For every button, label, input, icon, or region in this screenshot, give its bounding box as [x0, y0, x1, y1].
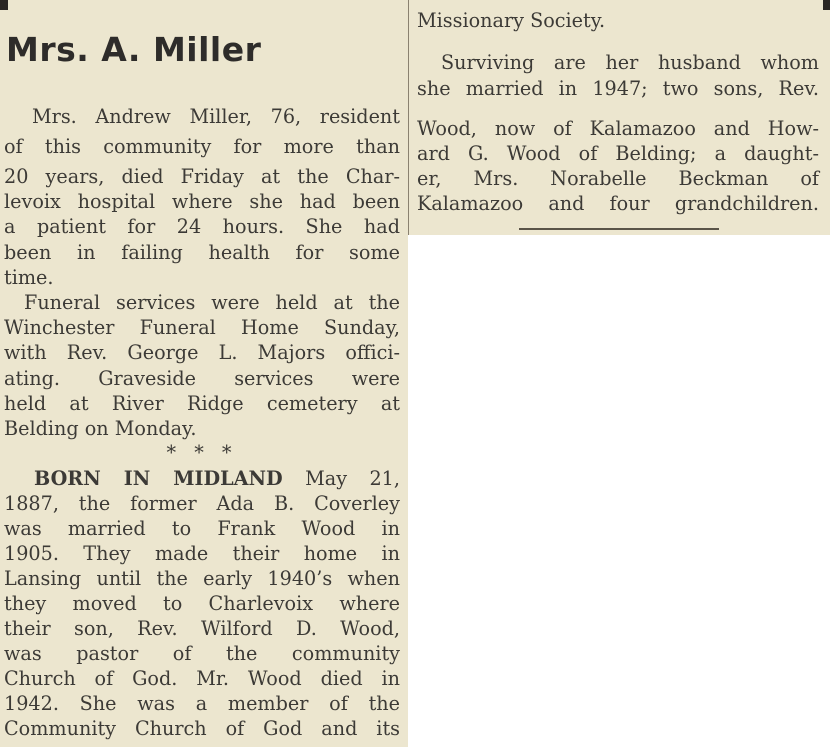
text-line: levoix hospital where she had been — [4, 190, 400, 213]
text-line: Community Church of God and its — [4, 717, 400, 740]
section-divider: * * * — [166, 441, 238, 464]
text-line: ard G. Wood of Belding; a daught- — [417, 142, 819, 165]
text-line: 20 years, died Friday at the Char- — [4, 165, 400, 188]
text-line: their son, Rev. Wilford D. Wood, — [4, 617, 400, 640]
text-line: a patient for 24 hours. She had — [4, 215, 400, 238]
text-line: Surviving are her husband whom — [441, 51, 819, 74]
text-line — [4, 466, 400, 491]
text-line: with Rev. George L. Majors offici- — [4, 341, 400, 364]
text-line: 1887, the former Ada B. Coverley — [4, 492, 400, 515]
clipping-left-column — [0, 0, 408, 747]
text-line: Funeral services were held at the — [24, 291, 400, 314]
text-line: Winchester Funeral Home Sunday, — [4, 316, 400, 339]
text-line: of this community for more than — [4, 135, 400, 158]
end-rule — [519, 228, 719, 230]
text-line: Kalamazoo and four grandchildren. — [417, 192, 819, 215]
text-line: was married to Frank Wood in — [4, 517, 400, 540]
text-line: was pastor of the community — [4, 642, 400, 665]
text-line: 1942. She was a member of the — [4, 692, 400, 715]
text-fragment: May 21, — [305, 467, 400, 490]
text-line: Lansing until the early 1940’s when — [4, 567, 400, 590]
text-line: Wood, now of Kalamazoo and How- — [417, 117, 819, 140]
lead-in: BORN IN MIDLAND — [34, 467, 283, 490]
text-line: Belding on Monday. — [4, 417, 197, 440]
text-line: Missionary Society. — [417, 9, 606, 32]
text-line: time. — [4, 266, 54, 289]
text-line: er, Mrs. Norabelle Beckman of — [417, 167, 819, 190]
text-line: 1905. They made their home in — [4, 542, 400, 565]
print-mark — [823, 0, 830, 10]
print-mark — [0, 0, 8, 10]
text-line: they moved to Charlevoix where — [4, 592, 400, 615]
text-line: been in failing health for some — [4, 241, 400, 264]
text-line: Church of God. Mr. Wood died in — [4, 667, 400, 690]
text-line: held at River Ridge cemetery at — [4, 392, 400, 415]
headline: Mrs. A. Miller — [6, 30, 262, 69]
text-line: Mrs. Andrew Miller, 76, resident — [32, 105, 400, 128]
text-line: she married in 1947; two sons, Rev. — [417, 77, 819, 100]
clipping-right-column — [408, 0, 830, 235]
text-line: ating. Graveside services were — [4, 367, 400, 390]
